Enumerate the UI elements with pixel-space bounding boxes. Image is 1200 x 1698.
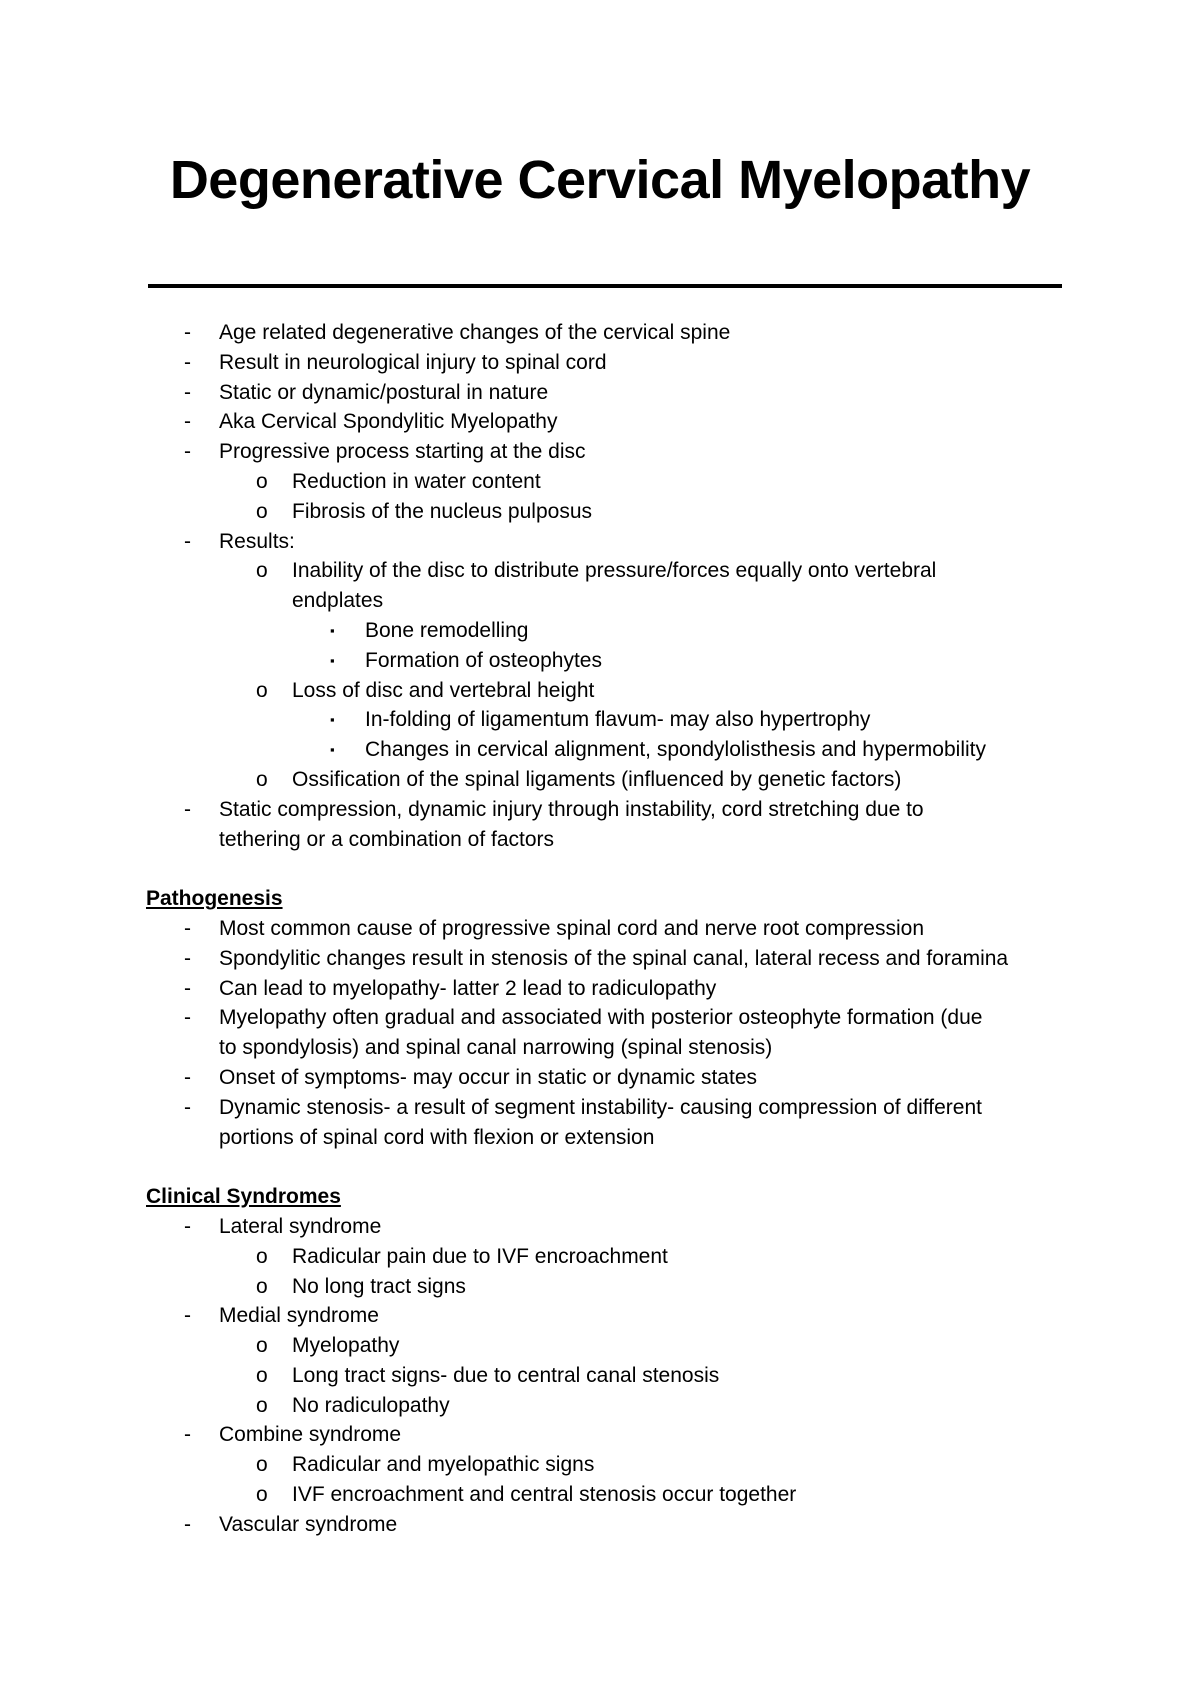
document-body	[0, 318, 1200, 1540]
clinical-syndromes-heading: Clinical Syndromes	[146, 1185, 341, 1209]
list-item	[0, 407, 1200, 437]
spacer	[0, 1152, 1200, 1182]
list-item	[0, 1123, 1200, 1153]
list-item	[0, 556, 1200, 586]
list-item-text: Aka Cervical Spondylitic Myelopathy	[219, 410, 558, 434]
list-item-text: Bone remodelling	[365, 618, 529, 642]
list-item-text: Inability of the disc to distribute pressure/forces equally onto vertebral	[292, 559, 937, 583]
list-item	[0, 765, 1200, 795]
list-item	[0, 1242, 1200, 1272]
circle-bullet: o	[256, 767, 268, 791]
list-item	[0, 705, 1200, 735]
list-item-text: No radiculopathy	[292, 1393, 450, 1417]
list-item	[0, 735, 1200, 765]
list-item-text: Radicular pain due to IVF encroachment	[292, 1244, 668, 1268]
list-item	[0, 914, 1200, 944]
circle-bullet: o	[256, 499, 268, 523]
list-item-text: Fibrosis of the nucleus pulposus	[292, 499, 592, 523]
list-item	[0, 527, 1200, 557]
list-item	[0, 1391, 1200, 1421]
list-item-text: Loss of disc and vertebral height	[292, 678, 595, 702]
dash-bullet: -	[184, 797, 191, 821]
clinical-syndromes-list	[0, 1212, 1200, 1540]
list-item	[0, 616, 1200, 646]
list-item	[0, 1331, 1200, 1361]
list-item	[0, 1272, 1200, 1302]
list-item-text: IVF encroachment and central stenosis occur together	[292, 1483, 797, 1507]
list-item-text: Reduction in water content	[292, 469, 541, 493]
list-item	[0, 378, 1200, 408]
list-item-text: Progressive process starting at the disc	[219, 440, 586, 464]
list-item-text: Static compression, dynamic injury through instability, cord stretching due to	[219, 797, 924, 821]
list-item	[0, 1450, 1200, 1480]
list-item-text: In-folding of ligamentum flavum- may also hypertrophy	[365, 708, 871, 732]
circle-bullet: o	[256, 1393, 268, 1417]
list-item	[0, 348, 1200, 378]
document-title: Degenerative Cervical Myelopathy	[169, 150, 1031, 210]
list-item	[0, 318, 1200, 348]
list-item-text: Myelopathy	[292, 1334, 400, 1358]
dash-bullet: -	[184, 946, 191, 970]
list-item	[0, 944, 1200, 974]
dash-bullet: -	[184, 1006, 191, 1030]
square-bullet-icon: ▪	[330, 712, 335, 728]
list-item	[0, 1093, 1200, 1123]
section-heading-clinical-syndromes	[0, 1182, 1200, 1212]
list-item-text: tethering or a combination of factors	[219, 827, 555, 851]
list-item	[0, 1510, 1200, 1540]
list-item-text: Lateral syndrome	[219, 1214, 382, 1238]
dash-bullet: -	[184, 321, 191, 344]
list-item	[0, 1420, 1200, 1450]
list-item	[0, 795, 1200, 825]
dash-bullet: -	[184, 1065, 191, 1089]
section-heading-pathogenesis	[0, 884, 1200, 914]
pathogenesis-heading: Pathogenesis	[146, 887, 283, 911]
list-item-text: Static or dynamic/postural in nature	[219, 380, 549, 404]
list-item-text: Most common cause of progressive spinal cord and nerve root compression	[219, 916, 924, 940]
circle-bullet: o	[256, 1244, 268, 1268]
square-bullet-icon: ▪	[330, 652, 335, 668]
dash-bullet: -	[184, 976, 191, 1000]
title-divider	[148, 284, 1062, 288]
list-item-text: Dynamic stenosis- a result of segment instability- causing compression of different	[219, 1095, 982, 1119]
list-item-text: Onset of symptoms- may occur in static or dynamic states	[219, 1065, 758, 1089]
list-item	[0, 1480, 1200, 1510]
list-item	[0, 497, 1200, 527]
circle-bullet: o	[256, 1274, 268, 1298]
list-item-text: portions of spinal cord with flexion or extension	[219, 1125, 655, 1149]
list-item-text: Spondylitic changes result in stenosis of the spinal canal, lateral recess and foramina	[219, 946, 1009, 970]
list-item-text: Changes in cervical alignment, spondylolisthesis and hypermobility	[365, 738, 986, 762]
circle-bullet: o	[256, 559, 268, 583]
square-bullet-icon: ▪	[330, 742, 335, 758]
list-item	[0, 825, 1200, 855]
list-item-text: Age related degenerative changes of the cervical spine	[219, 321, 731, 344]
list-item	[0, 1361, 1200, 1391]
circle-bullet: o	[256, 469, 268, 493]
list-item-text: to spondylosis) and spinal canal narrowing (spinal stenosis)	[219, 1036, 773, 1060]
dash-bullet: -	[184, 1512, 191, 1536]
dash-bullet: -	[184, 350, 191, 374]
list-item	[0, 1301, 1200, 1331]
circle-bullet: o	[256, 1453, 268, 1477]
circle-bullet: o	[256, 1483, 268, 1507]
dash-bullet: -	[184, 1095, 191, 1119]
list-item	[0, 1063, 1200, 1093]
list-item-text: Long tract signs- due to central canal stenosis	[292, 1363, 720, 1387]
dash-bullet: -	[184, 916, 191, 940]
circle-bullet: o	[256, 1334, 268, 1358]
list-item	[0, 676, 1200, 706]
list-item-text: Result in neurological injury to spinal cord	[219, 350, 607, 374]
dash-bullet: -	[184, 440, 191, 464]
list-item-text: Myelopathy often gradual and associated with posterior osteophyte formation (due	[219, 1006, 983, 1030]
list-item	[0, 974, 1200, 1004]
spacer	[0, 854, 1200, 884]
list-item-text: Vascular syndrome	[219, 1512, 398, 1536]
list-item	[0, 437, 1200, 467]
dash-bullet: -	[184, 410, 191, 434]
dash-bullet: -	[184, 1423, 191, 1447]
dash-bullet: -	[184, 529, 191, 553]
list-item-text: Formation of osteophytes	[365, 648, 602, 672]
list-item-text: Combine syndrome	[219, 1423, 402, 1447]
intro-list	[0, 318, 1200, 854]
list-item-text: Ossification of the spinal ligaments (influenced by genetic factors)	[292, 767, 902, 791]
circle-bullet: o	[256, 678, 268, 702]
circle-bullet: o	[256, 1363, 268, 1387]
dash-bullet: -	[184, 1304, 191, 1328]
list-item	[0, 586, 1200, 616]
list-item	[0, 1033, 1200, 1063]
list-item-text: Can lead to myelopathy- latter 2 lead to radiculopathy	[219, 976, 717, 1000]
dash-bullet: -	[184, 1214, 191, 1238]
list-item-text: Results:	[219, 529, 295, 553]
square-bullet-icon: ▪	[330, 622, 335, 638]
list-item-text: endplates	[292, 589, 384, 613]
list-item-text: Medial syndrome	[219, 1304, 379, 1328]
list-item	[0, 1003, 1200, 1033]
list-item-text: Radicular and myelopathic signs	[292, 1453, 595, 1477]
list-item	[0, 646, 1200, 676]
list-item	[0, 1212, 1200, 1242]
list-item	[0, 467, 1200, 497]
pathogenesis-list	[0, 914, 1200, 1152]
list-item-text: No long tract signs	[292, 1274, 466, 1298]
dash-bullet: -	[184, 380, 191, 404]
